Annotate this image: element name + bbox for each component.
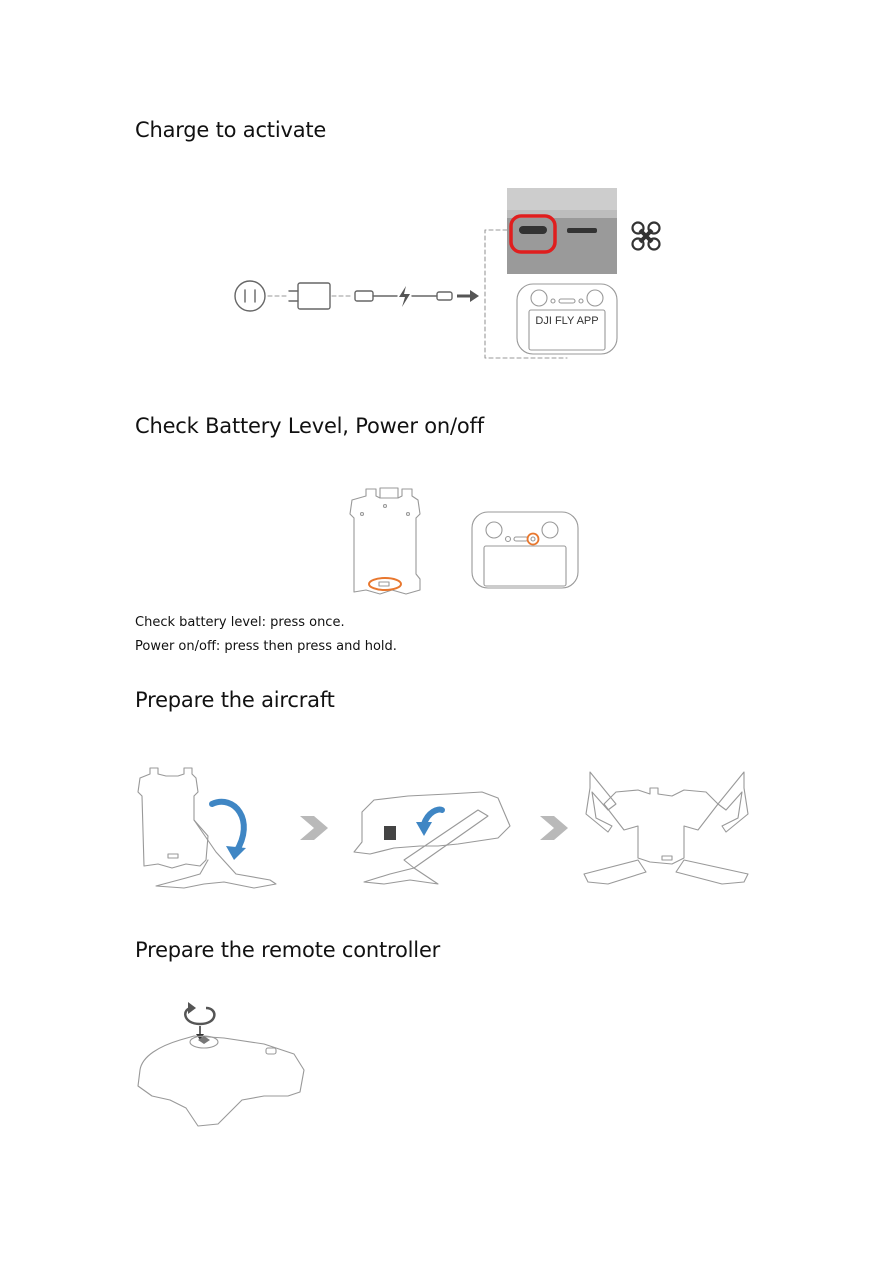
- charging-targets: [483, 186, 673, 366]
- battery-instruction-line2: Power on/off: press then press and hold.: [135, 639, 397, 654]
- usb-cable-icon: [355, 286, 452, 307]
- aircraft-unfold-steps: [138, 764, 753, 892]
- charging-port-photo: [507, 188, 617, 274]
- rotate-arrow-icon: [185, 1002, 214, 1040]
- remote-controller-stick-diagram: [134, 1000, 309, 1128]
- aircraft-step-3: [584, 772, 748, 884]
- remote-controller-angled: [138, 1036, 304, 1126]
- next-step-chevron-2: [540, 816, 568, 840]
- section-title-aircraft: Prepare the aircraft: [135, 688, 335, 712]
- charging-diagram: [232, 278, 482, 314]
- next-step-chevron-1: [300, 816, 328, 840]
- remote-screen-label: DJI FLY APP: [535, 315, 599, 327]
- battery-button-highlight: [369, 578, 401, 590]
- section-title-remote: Prepare the remote controller: [135, 938, 441, 962]
- wall-outlet-icon: [235, 281, 265, 311]
- aircraft-folded-top-view: [350, 488, 420, 594]
- power-button-highlight: [528, 534, 539, 545]
- section-title-charge: Charge to activate: [135, 118, 327, 142]
- remote-controller-power-view: [472, 512, 578, 588]
- power-adapter-icon: [289, 283, 330, 309]
- battery-power-diagram: [350, 484, 590, 602]
- section-title-battery: Check Battery Level, Power on/off: [135, 414, 484, 438]
- aircraft-step-2: [354, 792, 510, 884]
- aircraft-step-1: [138, 768, 276, 888]
- battery-instruction-line1: Check battery level: press once.: [135, 615, 345, 630]
- arrow-right-icon: [457, 290, 479, 302]
- drone-icon: [633, 223, 660, 250]
